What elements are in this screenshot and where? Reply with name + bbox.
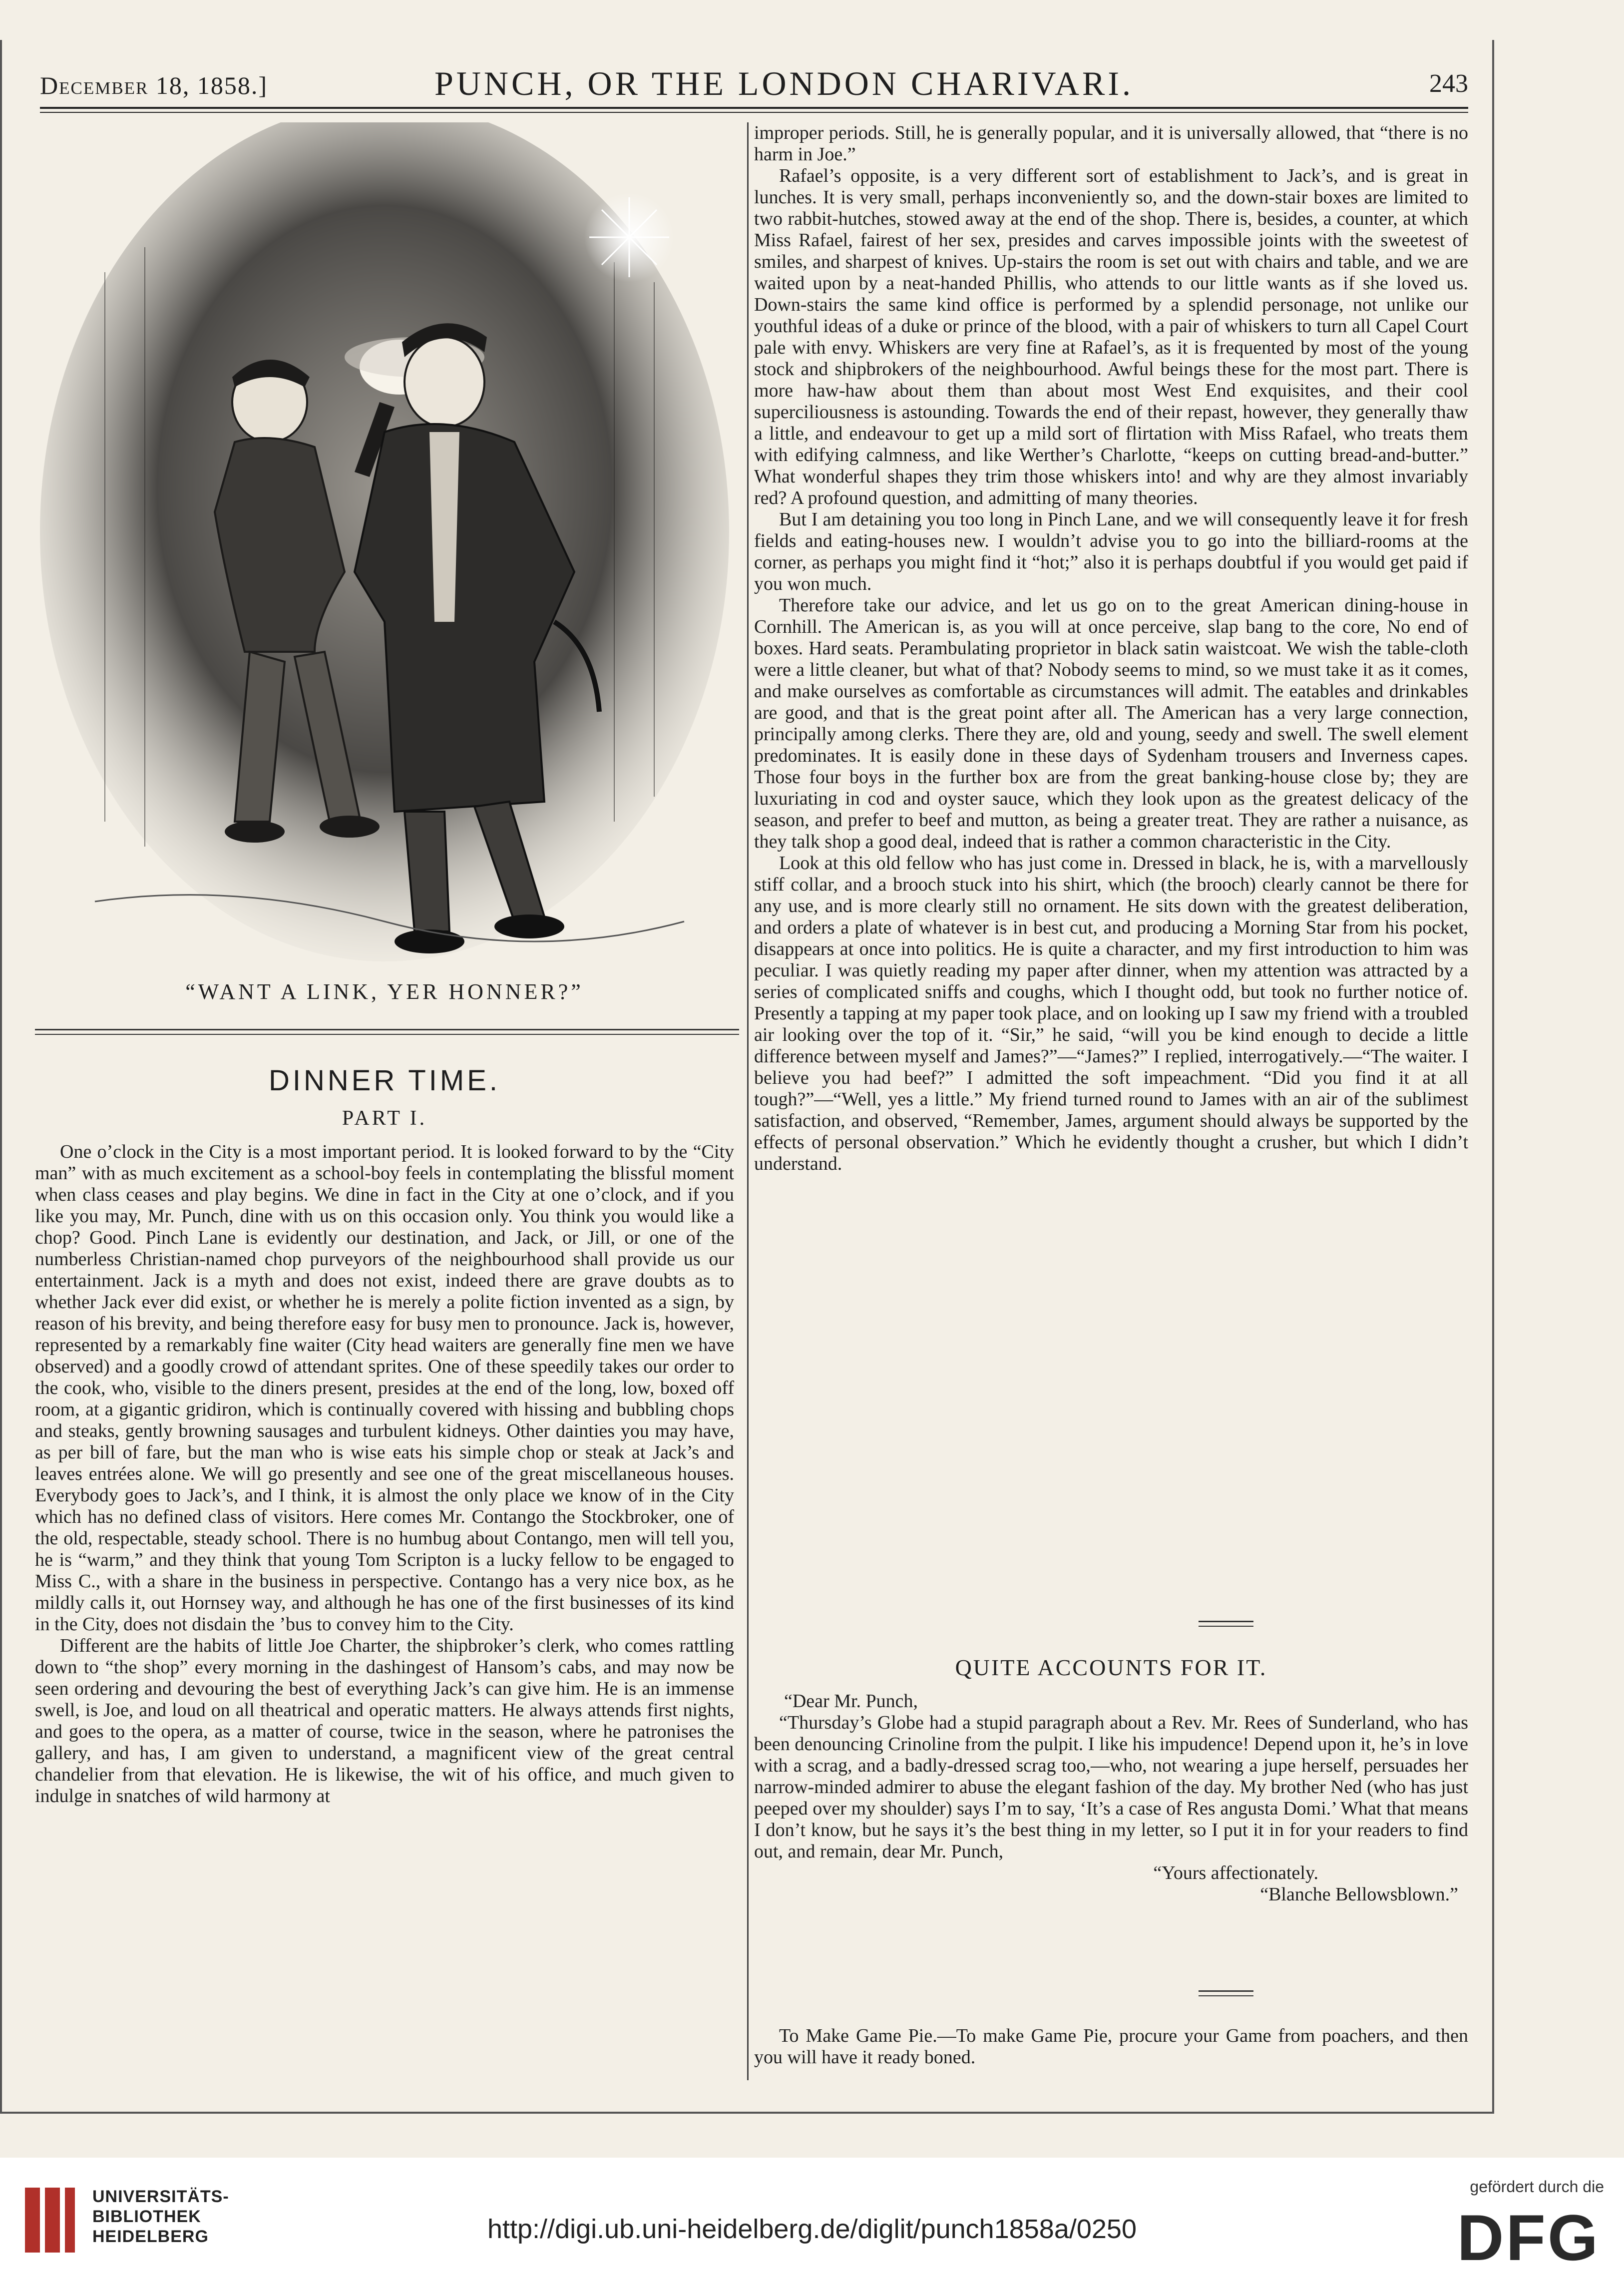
paragraph: Rafael’s opposite, is a very different sort of establishment to Jack’s, and is great in lunches. It is very small, perhaps inconveniently so, and the down-stair boxes are limited to two rabbit-hutches, stowed away at the end of the shop. There is, besides, a counter, at which Miss Rafael, fairest of her sex, presides and carves impossible joints with the sweetest of smiles, and sharpest of knives. Up-stairs the room is set out with chairs and table, and we are waited upon by a neat-handed Phillis, who attends to our little wants as if she loved us. Down-stairs the same kind office is performed by a splendid personage, not unlike our youthful ideas of a duke or prince of the blood, with a pair of whiskers to turn all Capel Court pale with envy. Whiskers are very fine at Rafael’s, as it is frequented by most of the young stock and shipbrokers of the neighbourhood. Awful beings these for the most part. There is more haw-haw about them than about most West End exquisites, and their cool superciliousness is astounding. Towards the end of their repast, however, they generally thaw a little, and endeavour to get up a mild sort of flirtation with Miss Rafael, who treats them with edifying calmness, and like Werther’s Charlotte, “keeps on cutting bread-and-butter.” What wonderful shapes they trim those whiskers into! and why are they almost invariably red? A profound question, and admitting of many theories. (754, 165, 1468, 508)
paragraph: Therefore take our advice, and let us go on to the great American dining-house in Cornhill. The American is, as you will at once perceive, slap bang to the core, No end of boxes. Hard seats. Perambulating proprietor in black satin waistcoat. We wish the table-cloth were a little cleaner, but what of that? Nobody seems to mind, so we must take it as it comes, and make ourselves as comfortable as circumstances will admit. The eatables and drinkables are good, and that is the great point after all. The American has a very large connection, principally among clerks. There they are, old and young, seedy and swell. The swell element predominates. It is easily done in these days of Sydenham trousers and Inverness capes. Those four boys in the further box are from the great banking-house close by; they are luxuriating in cod and oyster sauce, which they look upon as the greatest delicacy of the season, and prefer to beef and mutton, as being a greater treat. They are rather a nuisance, as they talk shop a good deal, indeed that is rather a common characteristic in the City. (754, 595, 1468, 852)
man-foot-left (395, 929, 464, 953)
letter-salutation: “Dear Mr. Punch, (784, 1691, 918, 1712)
boy-foot-left (225, 821, 285, 843)
running-head-date: December 18, 1858.] (40, 71, 268, 99)
man-head (405, 337, 484, 427)
section-rule (35, 1029, 739, 1030)
man-foot-right (494, 915, 564, 938)
head-rule (40, 107, 1468, 109)
paragraph: To Make Game Pie.—To make Game Pie, procure your Game from poachers, and then you will have it ready boned. (754, 2025, 1468, 2068)
letter-signature: “Blanche Bellowsblown.” (1260, 1884, 1458, 1905)
library-name-line: UNIVERSITÄTS- (92, 2187, 229, 2206)
article-part: PART I. (342, 1107, 427, 1130)
letter-closing: “Yours affectionately. (1153, 1862, 1318, 1883)
short-rule-thin (1199, 1995, 1253, 1996)
digitization-footer (0, 2158, 1624, 2290)
article-title: QUITE ACCOUNTS FOR IT. (955, 1655, 1267, 1680)
short-rule (1199, 1990, 1253, 1992)
engraving-illustration (35, 122, 734, 1026)
page-frame-bottom (0, 2112, 1494, 2114)
funded-by-text: gefördert durch die (1470, 2178, 1604, 2196)
library-name-line: HEIDELBERG (92, 2227, 209, 2246)
column-rule (747, 122, 749, 2080)
boy-foot-right (320, 816, 380, 838)
game-pie-text (754, 2025, 1468, 2080)
article-title: DINNER TIME. (268, 1064, 501, 1097)
paragraph: But I am detaining you too long in Pinch Lane, and we will consequently leave it for fresh fields and eating-houses new. I wouldn’t advise you to go into the billiard-rooms at the corner, as perhaps you might find it “hot;” also it is perhaps doubtful if you would get paid if you won much. (754, 509, 1468, 594)
short-rule (1199, 1621, 1253, 1622)
section-rule-thin (35, 1034, 739, 1035)
dinner-time-text (35, 1141, 734, 2080)
paragraph: Look at this old fellow who has just come in. Dressed in black, he is, with a marvellously stiff collar, and a brooch stuck into his shirt, which (the brooch) clearly cannot be there for any use, and is more clearly still no ornament. He sits down with the greatest deliberation, and orders a plate of whatever is in best cut, and producing a Morning Star from his pocket, disappears at once into politics. He is quite a character, and my first introduction to him was peculiar. I was quietly reading my paper after dinner, when my attention was attracted by a series of complicated sniffs and coughs, which I thought odd, but took no further notice of. Presently a tapping at my paper took place, and on looking up I saw my friend with a troubled air looking over the top of it. “Sir,” he said, “will you be kind enough to decide a little difference between myself and James?”—“James?” I replied, interrogatively.—“The waiter. I believe you had beef?” I admitted the soft impeachment. “Did you find it at all tough?”—“Well, yes a little.” My friend turned round to James with an air of the sublimest satisfaction, and observed, “Remember, James, argument should always be supported by the effects of personal observation.” Which he evidently thought a crusher, but which I didn’t understand. (754, 853, 1468, 1174)
right-column-text (754, 122, 1468, 1596)
paragraph: Different are the habits of little Joe Charter, the shipbroker’s clerk, who comes rattling down to “the shop” every morning in the dashingest of Hansom’s cabs, and may now be seen ordering and devouring the best of everything Jack’s can give him. He is an immense swell, is Joe, and loud on all theatrical and operatic matters. He always attends first nights, and goes to the opera, as a matter of course, twice in the season, where he patronises the gallery, and has, I am given to understand, a magnificent view of the great central chandelier from that elevation. He is likewise, the wit of his office, and much given to indulge in snatches of wild harmony at (35, 1635, 734, 1807)
man-waistcoat (429, 432, 459, 622)
head-rule-thin (40, 112, 1468, 113)
library-name-line: BIBLIOTHEK (92, 2207, 201, 2226)
short-rule-thin (1199, 1626, 1253, 1627)
quite-accounts-text (754, 1691, 1468, 1970)
illustration-caption: “WANT A LINK, YER HONNER?” (185, 979, 584, 1004)
page-frame-right (1492, 40, 1494, 2113)
paragraph: One o’clock in the City is a most important period. It is looked forward to by the “City man” with as much excitement as a school-boy feels in contemplating the blissful moment when class ceases and play begins. We dine in fact in the City at one o’clock, and if you like you may, Mr. Punch, dine with us on this occasion only. You think you would like a chop? Good. Pinch Lane is evidently our destination, and Jack, or Jill, or one of the numberless Christian-named chop purveyors of the neighbourhood shall provide us our entertainment. Jack is a myth and does not exist, indeed there are grave doubts as to whether Jack ever did exist, or whether he is merely a polite fiction invented as a sign, by reason of his brevity, and being therefore easy for busy men to pronounce. Jack is, however, represented by a remarkably fine waiter (City head waiters are generally fine men we have observed) and a goodly crowd of attendant sprites. One of these speedily takes our order to the cook, who, visible to the diners present, presides at the end of the long, low, boxed off room, at a gigantic gridiron, which is continually covered with hissing and bubbling chops and steaks, gently browning sausages and turbulent kidneys. Other dainties you may have, as per bill of fare, but the man who is wise eats his simple chop or steak at Jack’s and leaves entrées alone. We will go presently and see one of the great miscellaneous houses. Everybody goes to Jack’s, and I think, it is almost the only place we know of in the City which has no defined class of visitors. Here comes Mr. Contango the Stockbroker, one of the old, respectable, steady school. There is no humbug about Contango, men will tell you, he is “warm,” and they think that young Tom Scripton is a lucky fellow to be engaged to Miss C., with a share in the business in perspective. Contango has a very nice box, as he mildly calls it, out Hornsey way, and although he has one of the first businesses of its kind in the City, does not disdain the ’bus to convey him to the City. (35, 1141, 734, 1635)
letter-body: “Thursday’s Globe had a stupid paragraph about a Rev. Mr. Rees of Sunderland, who has been denouncing Crinoline from the pulpit. I like his impudence! Depend upon it, he’s in love with a scrag, and a badly-dressed scrag too,—who, not wearing a jupe herself, persuades her narrow-minded admirer to abuse the elegant fashion of the day. My brother Ned (who has just peeped over my shoulder) says I’m to say, ‘It’s a case of Res angusta Domi.’ What that means I don’t know, but he says it’s the best thing in my letter, so I put it in for your readers to find out, and remain, dear Mr. Punch, (754, 1712, 1468, 1862)
source-url-link[interactable]: http://digi.ub.uni-heidelberg.de/diglit/punch1858a/0250 (487, 2214, 1137, 2244)
page-number: 243 (1429, 69, 1468, 98)
paragraph: improper periods. Still, he is generally popular, and it is universally allowed, that “there is no harm in Joe.” (754, 122, 1468, 165)
dfg-logo: DFG (1457, 2201, 1600, 2274)
running-head (40, 64, 1468, 104)
running-head-title: PUNCH, OR THE LONDON CHARIVARI. (434, 64, 1134, 102)
page-frame-left (0, 40, 2, 2113)
